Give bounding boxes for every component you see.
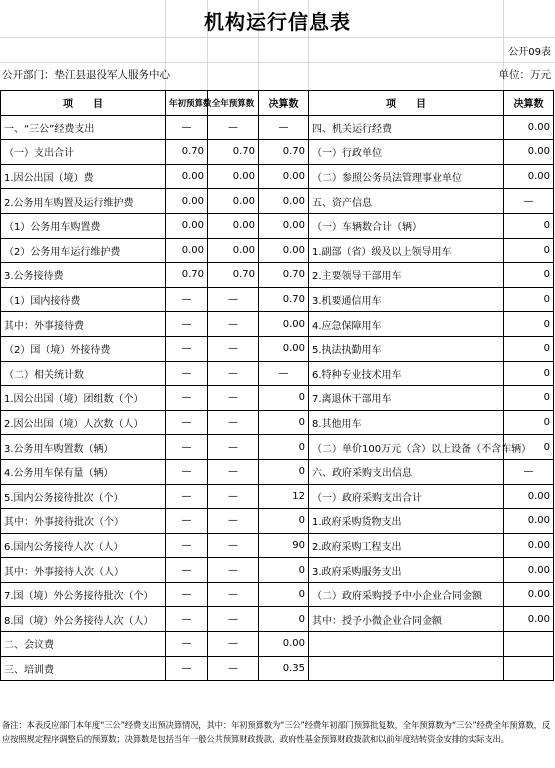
full-budget-cell: —: [208, 656, 259, 681]
left-item: （1）国内接待费: [1, 287, 166, 312]
table-row: [1, 312, 554, 337]
right-item: （二）政府采购授予中小企业合同金额: [309, 582, 504, 607]
initial-budget-cell: —: [166, 484, 208, 509]
left-item: 其中：外事接待人次（人）: [1, 558, 166, 583]
final-right-cell: 0: [504, 238, 554, 263]
left-item: 7.国（境）外公务接待批次（个）: [1, 582, 166, 607]
final-right-cell: 0.00: [504, 558, 554, 583]
header-item-right: 项 目: [309, 91, 504, 116]
full-budget-cell: —: [208, 607, 259, 632]
right-item: 3.机要通信用车: [309, 287, 504, 312]
left-item: 1.因公出国（境）团组数（个）: [1, 386, 166, 411]
final-right-cell: 0.00: [504, 484, 554, 509]
full-budget-cell: —: [208, 386, 259, 411]
table-row: [1, 607, 554, 632]
right-item: 5.执法执勤用车: [309, 336, 504, 361]
final-left-cell: —: [259, 115, 309, 140]
final-right-cell: 0: [504, 312, 554, 337]
left-item: 1.因公出国（境）费: [1, 164, 166, 189]
final-left-cell: 0: [259, 459, 309, 484]
final-left-cell: 0: [259, 558, 309, 583]
gridline: [0, 62, 555, 63]
final-right-cell: 0.00: [504, 607, 554, 632]
full-budget-cell: —: [208, 115, 259, 140]
page-title: 机构运行信息表: [204, 10, 351, 34]
final-left-cell: 0: [259, 509, 309, 534]
table-row: [1, 484, 554, 509]
table-row: [1, 435, 554, 460]
right-item: （一）车辆数合计（辆）: [309, 213, 504, 238]
left-item: （二）相关统计数: [1, 361, 166, 386]
left-item: 其中：外事接待费: [1, 312, 166, 337]
full-budget-cell: —: [208, 582, 259, 607]
table-header-row: [1, 91, 554, 116]
table-row: [1, 656, 554, 681]
left-item: 一、“三公”经费支出: [1, 115, 166, 140]
right-item: [309, 632, 504, 657]
final-left-cell: —: [259, 361, 309, 386]
initial-budget-cell: —: [166, 287, 208, 312]
initial-budget-cell: —: [166, 386, 208, 411]
table-row: [1, 558, 554, 583]
full-budget-cell: —: [208, 435, 259, 460]
header-full-year-budget: 全年预算数: [208, 91, 259, 116]
table-row: [1, 140, 554, 165]
final-left-cell: 0.70: [259, 140, 309, 165]
final-right-cell: [504, 632, 554, 657]
full-budget-cell: —: [208, 312, 259, 337]
full-budget-cell: —: [208, 533, 259, 558]
left-item: （一）支出合计: [1, 140, 166, 165]
right-item: 7.离退休干部用车: [309, 386, 504, 411]
table-row: [1, 410, 554, 435]
left-item: 3.公务用车购置数（辆）: [1, 435, 166, 460]
right-item: [309, 656, 504, 681]
initial-budget-cell: —: [166, 656, 208, 681]
department-label: 公开部门：垫江县退役军人服务中心: [2, 69, 170, 81]
final-right-cell: 0: [504, 435, 554, 460]
initial-budget-cell: —: [166, 410, 208, 435]
final-right-cell: —: [504, 189, 554, 214]
final-left-cell: 0: [259, 607, 309, 632]
initial-budget-cell: —: [166, 115, 208, 140]
full-budget-cell: 0.00: [208, 213, 259, 238]
right-item: 4.应急保障用车: [309, 312, 504, 337]
left-item: 6.国内公务接待人次（人）: [1, 533, 166, 558]
table-row: [1, 632, 554, 657]
final-left-cell: 0.00: [259, 336, 309, 361]
initial-budget-cell: —: [166, 459, 208, 484]
unit-label: 单位：万元: [498, 69, 551, 81]
header-final-left: 决算数: [259, 91, 309, 116]
table-row: [1, 509, 554, 534]
left-item: （1）公务用车购置费: [1, 213, 166, 238]
right-item: 8.其他用车: [309, 410, 504, 435]
final-left-cell: 0.00: [259, 238, 309, 263]
header-final-right: 决算数: [504, 91, 554, 116]
initial-budget-cell: 0.70: [166, 140, 208, 165]
final-left-cell: 0: [259, 410, 309, 435]
left-item: 其中：外事接待批次（个）: [1, 509, 166, 534]
footnote: 备注：本表反应部门本年度“三公”经费支出预决算情况，其中：年初预算数为“三公”经费年初部门预算批复数，全年预算数为“三公”经费全年预算数，反应按照规定程序调整后的预算数；决算数是包括当年一般公共预算财政拨款、政府性基金预算财政拨款和以前年度结转资金安排的实际支出。: [2, 720, 551, 744]
final-right-cell: 0: [504, 410, 554, 435]
table-row: [1, 582, 554, 607]
initial-budget-cell: 0.70: [166, 263, 208, 288]
info-table: [0, 90, 554, 681]
table-row: [1, 533, 554, 558]
initial-budget-cell: 0.00: [166, 164, 208, 189]
full-budget-cell: 0.00: [208, 164, 259, 189]
right-item: 2.主要领导干部用车: [309, 263, 504, 288]
left-item: 3.公务接待费: [1, 263, 166, 288]
full-budget-cell: 0.70: [208, 140, 259, 165]
left-item: 4.公务用车保有量（辆）: [1, 459, 166, 484]
full-budget-cell: —: [208, 410, 259, 435]
left-item: 三、培训费: [1, 656, 166, 681]
full-budget-cell: —: [208, 632, 259, 657]
final-right-cell: 0: [504, 213, 554, 238]
left-item: （2）国（境）外接待费: [1, 336, 166, 361]
header-item-left: 项 目: [1, 91, 166, 116]
right-item: 1.副部（省）级及以上领导用车: [309, 238, 504, 263]
initial-budget-cell: 0.00: [166, 213, 208, 238]
initial-budget-cell: 0.00: [166, 189, 208, 214]
final-right-cell: 0.00: [504, 164, 554, 189]
final-left-cell: 0.35: [259, 656, 309, 681]
final-right-cell: [504, 656, 554, 681]
full-budget-cell: 0.00: [208, 189, 259, 214]
form-number: 公开09表: [508, 47, 551, 58]
table-row: [1, 115, 554, 140]
final-right-cell: 0: [504, 361, 554, 386]
initial-budget-cell: —: [166, 336, 208, 361]
final-right-cell: 0.00: [504, 582, 554, 607]
initial-budget-cell: —: [166, 361, 208, 386]
table-row: [1, 287, 554, 312]
final-left-cell: 0.00: [259, 213, 309, 238]
right-item: 2.政府采购工程支出: [309, 533, 504, 558]
table-row: [1, 189, 554, 214]
initial-budget-cell: —: [166, 558, 208, 583]
final-right-cell: 0: [504, 263, 554, 288]
full-budget-cell: —: [208, 287, 259, 312]
final-left-cell: 0: [259, 386, 309, 411]
left-item: 8.国（境）外公务接待人次（人）: [1, 607, 166, 632]
full-budget-cell: —: [208, 509, 259, 534]
final-right-cell: 0: [504, 336, 554, 361]
table-row: [1, 386, 554, 411]
initial-budget-cell: —: [166, 533, 208, 558]
right-item: （一）政府采购支出合计: [309, 484, 504, 509]
final-left-cell: 0.00: [259, 632, 309, 657]
left-item: 5.国内公务接待批次（个）: [1, 484, 166, 509]
right-item: （二）参照公务员法管理事业单位: [309, 164, 504, 189]
final-right-cell: —: [504, 459, 554, 484]
final-left-cell: 12: [259, 484, 309, 509]
full-budget-cell: —: [208, 361, 259, 386]
left-item: 二、会议费: [1, 632, 166, 657]
initial-budget-cell: —: [166, 582, 208, 607]
right-item: 四、机关运行经费: [309, 115, 504, 140]
table-row: [1, 164, 554, 189]
final-left-cell: 90: [259, 533, 309, 558]
final-right-cell: 0.00: [504, 509, 554, 534]
header-initial-budget: 年初预算数: [166, 91, 208, 116]
initial-budget-cell: —: [166, 632, 208, 657]
full-budget-cell: 0.00: [208, 238, 259, 263]
right-item: 其中：授予小微企业合同金额: [309, 607, 504, 632]
full-budget-cell: —: [208, 484, 259, 509]
initial-budget-cell: —: [166, 312, 208, 337]
final-left-cell: 0.00: [259, 312, 309, 337]
left-item: （2）公务用车运行维护费: [1, 238, 166, 263]
initial-budget-cell: —: [166, 509, 208, 534]
right-item: 五、资产信息: [309, 189, 504, 214]
table-row: [1, 238, 554, 263]
final-left-cell: 0.70: [259, 263, 309, 288]
final-left-cell: 0: [259, 435, 309, 460]
final-right-cell: 0: [504, 386, 554, 411]
final-right-cell: 0.00: [504, 533, 554, 558]
final-right-cell: 0.00: [504, 140, 554, 165]
full-budget-cell: 0.70: [208, 263, 259, 288]
final-left-cell: 0: [259, 582, 309, 607]
right-item: 六、政府采购支出信息: [309, 459, 504, 484]
right-item: 1.政府采购货物支出: [309, 509, 504, 534]
full-budget-cell: —: [208, 336, 259, 361]
table-row: [1, 213, 554, 238]
table-row: [1, 336, 554, 361]
full-budget-cell: —: [208, 558, 259, 583]
final-right-cell: 0: [504, 287, 554, 312]
right-item: （二）单价100万元（含）以上设备（不含车辆）: [309, 435, 504, 460]
left-item: 2.因公出国（境）人次数（人）: [1, 410, 166, 435]
initial-budget-cell: —: [166, 607, 208, 632]
final-left-cell: 0.00: [259, 189, 309, 214]
table-row: [1, 361, 554, 386]
left-item: 2.公务用车购置及运行维护费: [1, 189, 166, 214]
right-item: 6.特种专业技术用车: [309, 361, 504, 386]
final-right-cell: 0.00: [504, 115, 554, 140]
initial-budget-cell: 0.00: [166, 238, 208, 263]
final-left-cell: 0.00: [259, 164, 309, 189]
right-item: （一）行政单位: [309, 140, 504, 165]
table-row: [1, 459, 554, 484]
gridline: [0, 37, 555, 38]
final-left-cell: 0.70: [259, 287, 309, 312]
table-row: [1, 263, 554, 288]
initial-budget-cell: —: [166, 435, 208, 460]
right-item: 3.政府采购服务支出: [309, 558, 504, 583]
full-budget-cell: —: [208, 459, 259, 484]
